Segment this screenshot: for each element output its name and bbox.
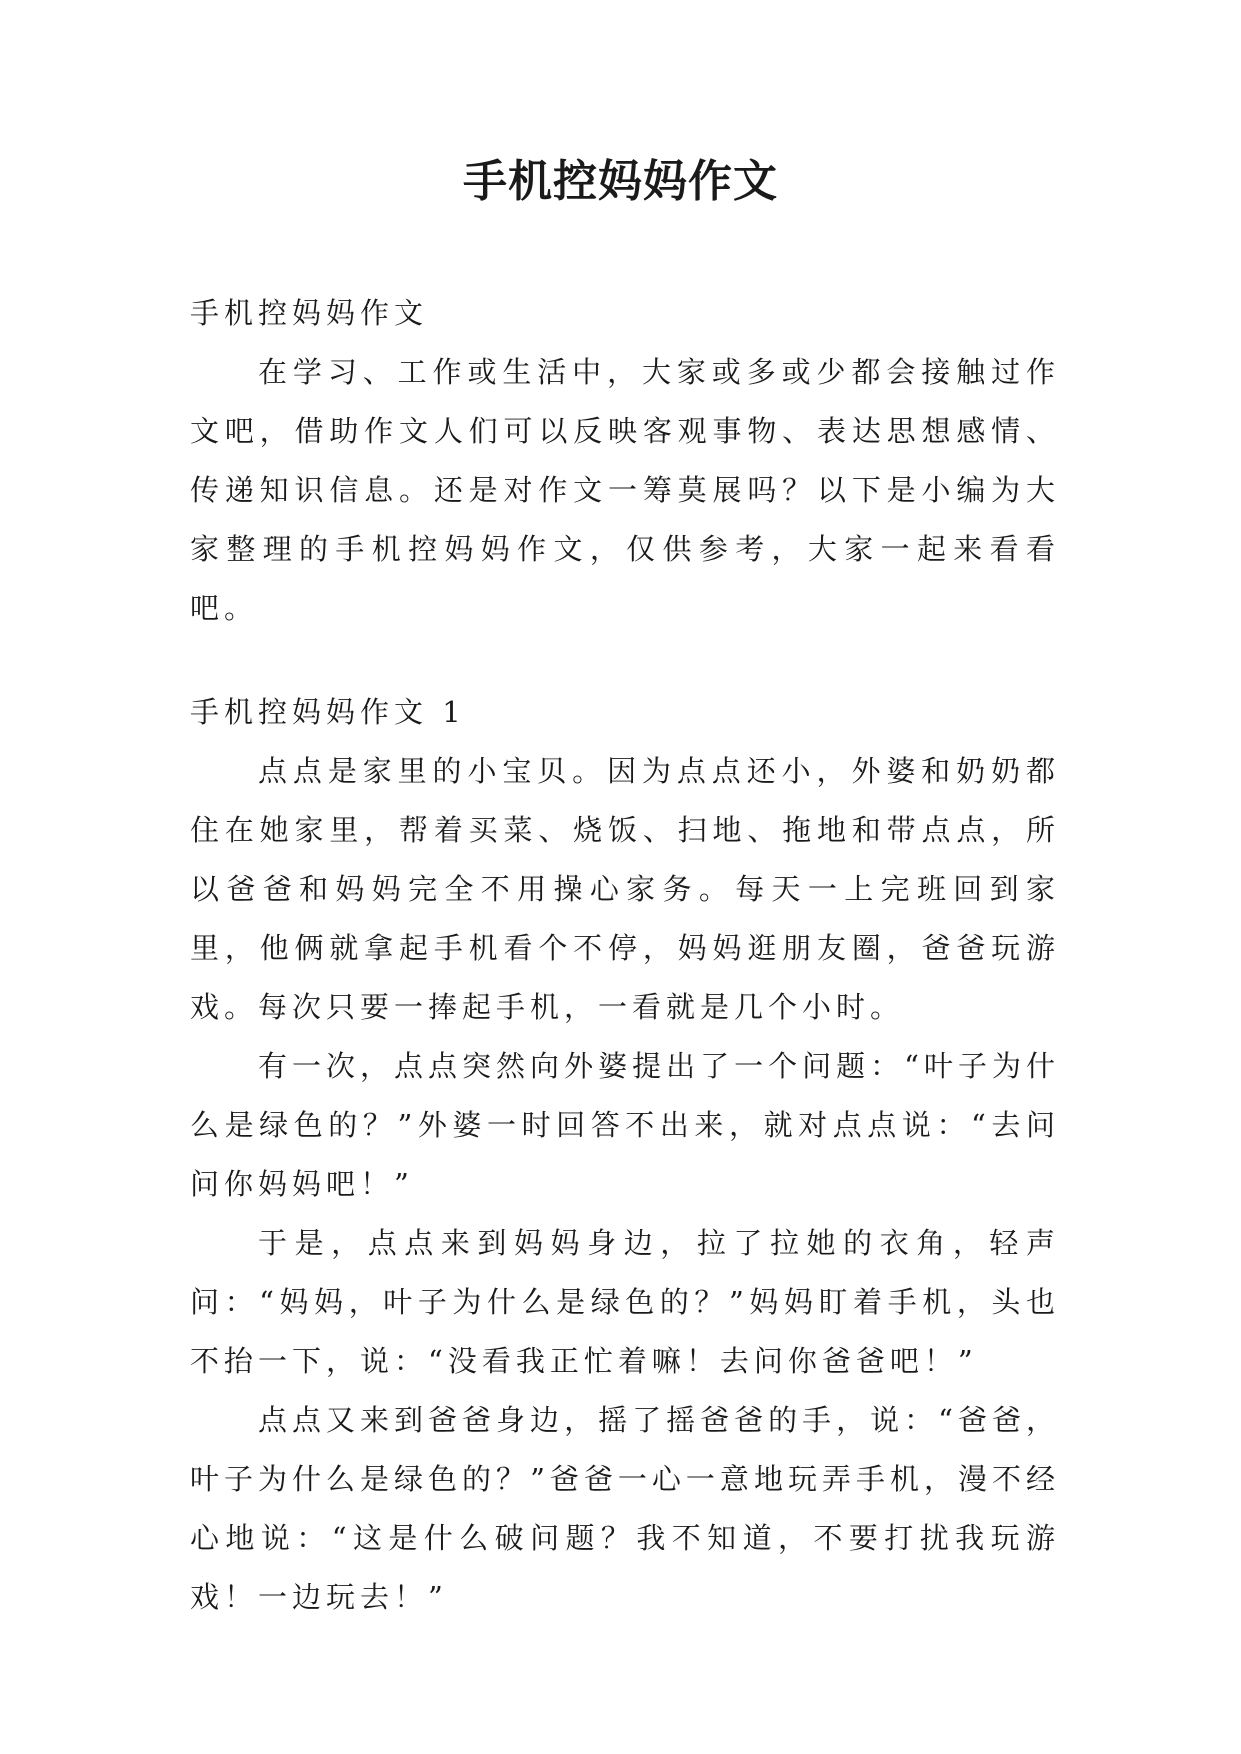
intro-heading: 手机控妈妈作文 [190, 296, 429, 330]
intro-paragraph: 在学习、工作或生活中，大家或多或少都会接触过作文吧，借助作文人们可以反映客观事物、表达思想感情、传递知识信息。还是对作文一筹莫展吗？以下是小编为大家整理的手机控妈妈作文，仅供参考，大家一起来看看吧。 [190, 355, 1060, 625]
section-spacer [190, 638, 1060, 683]
paragraph-1: 点点是家里的小宝贝。因为点点还小，外婆和奶奶都住在她家里，帮着买菜、烧饭、扫地、拖地和带点点，所以爸爸和妈妈完全不用操心家务。每天一上完班回到家里，他俩就拿起手机看个不停，妈妈逛朋友圈，爸爸玩游戏。每次只要一捧起手机，一看就是几个小时。 [190, 754, 1060, 1024]
document-title: 手机控妈妈作文 [463, 156, 778, 207]
paragraph-3: 于是，点点来到妈妈身边，拉了拉她的衣角，轻声问：“妈妈，叶子为什么是绿色的？”妈妈盯着手机，头也不抬一下，说：“没看我正忙着嘛！去问你爸爸吧！” [190, 1226, 1060, 1378]
paragraph-2: 有一次，点点突然向外婆提出了一个问题：“叶子为什么是绿色的？”外婆一时回答不出来，就对点点说：“去问问你妈妈吧！” [190, 1049, 1060, 1201]
document-body [190, 284, 1060, 1627]
paragraph-4: 点点又来到爸爸身边，摇了摇爸爸的手，说：“爸爸，叶子为什么是绿色的？”爸爸一心一意地玩弄手机，漫不经心地说：“这是什么破问题？我不知道，不要打扰我玩游戏！一边玩去！” [190, 1403, 1060, 1614]
section-heading: 手机控妈妈作文 1 [190, 695, 466, 729]
